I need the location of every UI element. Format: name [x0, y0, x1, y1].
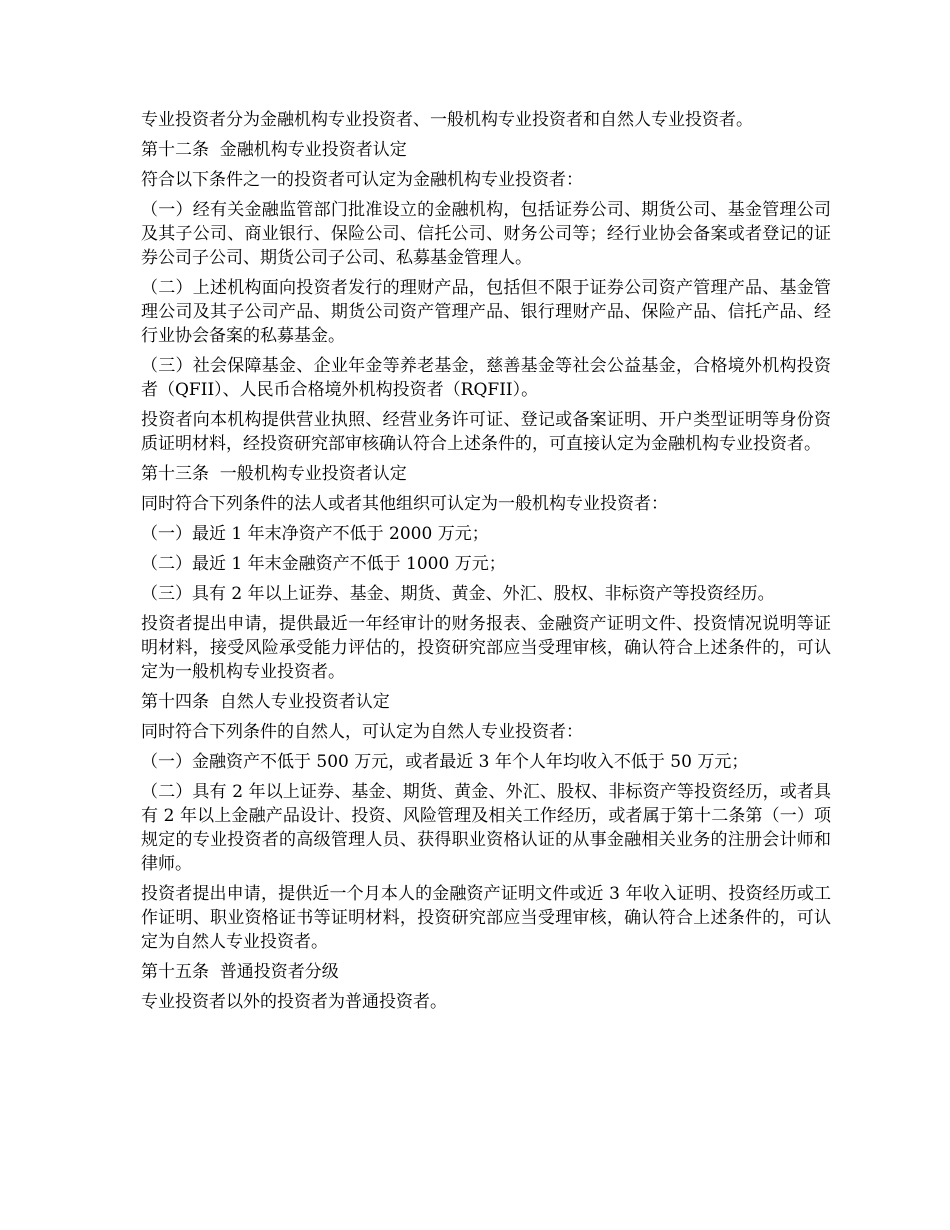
para-art12-item3: （三）社会保障基金、企业年金等养老基金，慈善基金等社会公益基金，合格境外机构投资者（QFII）、人民币合格境外机构投资者（RQFII）。: [141, 356, 831, 400]
article-15-heading: 第十五条 普通投资者分级: [141, 962, 339, 982]
para-art15-definition: 专业投资者以外的投资者为普通投资者。: [141, 992, 447, 1012]
para-art14-item1: （一）金融资产不低于 500 万元，或者最近 3 年个人年均收入不低于 50 万元；: [141, 752, 749, 772]
para-art12-procedure: 投资者向本机构提供营业执照、经营业务许可证、登记或备案证明、开户类型证明等身份资质证明材料，经投资研究部审核确认符合上述条件的，可直接认定为金融机构专业投资者。: [141, 410, 831, 454]
para-art14-intro: 同时符合下列条件的自然人，可认定为自然人专业投资者：: [141, 722, 583, 742]
article-12-heading: 第十二条 金融机构专业投资者认定: [141, 140, 407, 160]
article-14-heading: 第十四条 自然人专业投资者认定: [141, 692, 390, 712]
para-art13-item1: （一）最近 1 年末净资产不低于 2000 万元；: [141, 524, 489, 544]
para-art12-item1: （一）经有关金融监管部门批准设立的金融机构，包括证券公司、期货公司、基金管理公司及其子公司、商业银行、保险公司、信托公司、财务公司等；经行业协会备案或者登记的证券公司子公司、期货公司子公司、私募基金管理人。: [141, 200, 831, 268]
para-art14-item2: （二）具有 2 年以上证券、基金、期货、黄金、外汇、股权、非标资产等投资经历，或者具有 2 年以上金融产品设计、投资、风险管理及相关工作经历，或者属于第十二条第（一）项规定的专业投资者的高级管理人员、获得职业资格认证的从事金融相关业务的注册会计师和律师。: [141, 782, 831, 874]
para-art13-procedure: 投资者提出申请，提供最近一年经审计的财务报表、金融资产证明文件、投资情况说明等证明材料，接受风险承受能力评估的，投资研究部应当受理审核，确认符合上述条件的，可认定为一般机构专业投资者。: [141, 614, 831, 682]
para-art13-item2: （二）最近 1 年末金融资产不低于 1000 万元；: [141, 554, 506, 574]
para-art13-intro: 同时符合下列条件的法人或者其他组织可认定为一般机构专业投资者：: [141, 494, 668, 514]
document-page: [141, 108, 831, 1020]
article-13-heading: 第十三条 一般机构专业投资者认定: [141, 464, 407, 484]
para-art12-item2: （二）上述机构面向投资者发行的理财产品，包括但不限于证券公司资产管理产品、基金管理公司及其子公司产品、期货公司资产管理产品、银行理财产品、保险产品、信托产品、经行业协会备案的私募基金。: [141, 278, 831, 346]
para-art14-procedure: 投资者提出申请，提供近一个月本人的金融资产证明文件或近 3 年收入证明、投资经历或工作证明、职业资格证书等证明材料，投资研究部应当受理审核，确认符合上述条件的，可认定为自然人专业投资者。: [141, 884, 831, 952]
para-art12-intro: 符合以下条件之一的投资者可认定为金融机构专业投资者：: [141, 170, 583, 190]
para-art13-item3: （三）具有 2 年以上证券、基金、期货、黄金、外汇、股权、非标资产等投资经历。: [141, 584, 775, 604]
para-professional-categories: 专业投资者分为金融机构专业投资者、一般机构专业投资者和自然人专业投资者。: [141, 110, 753, 130]
